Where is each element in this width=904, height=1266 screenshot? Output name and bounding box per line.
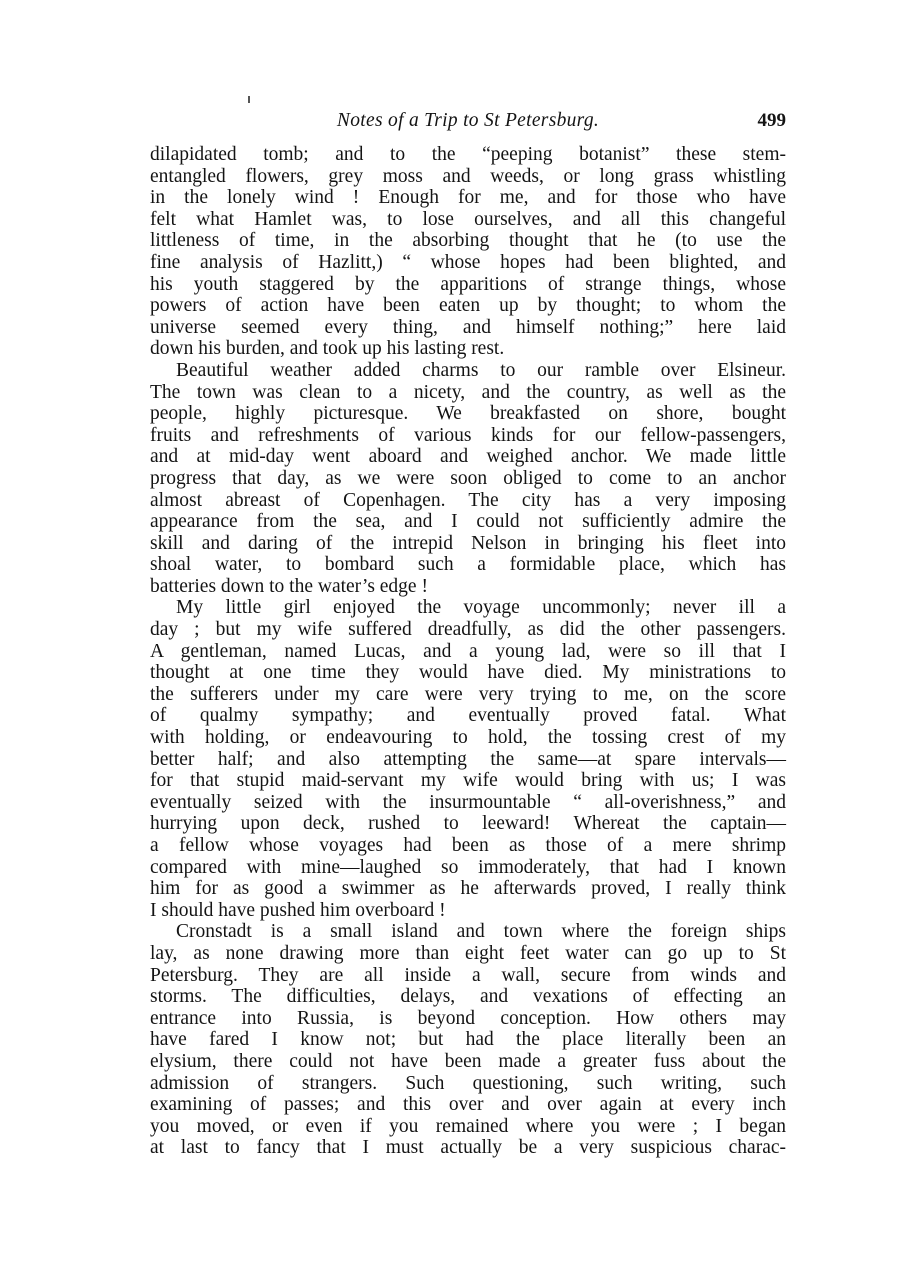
- text-line: better half; and also attempting the same—at spare intervals—: [150, 748, 786, 770]
- text-line: day ; but my wife suffered dreadfully, as did the other passengers.: [150, 619, 786, 641]
- paragraph: [150, 597, 786, 921]
- text-line: My little girl enjoyed the voyage uncommonly; never ill a: [176, 597, 786, 619]
- text-line: storms. The difficulties, delays, and vexations of effecting an: [150, 986, 786, 1008]
- text-line: universe seemed every thing, and himself nothing;” here laid: [150, 316, 786, 338]
- text-line: skill and daring of the intrepid Nelson in bringing his fleet into: [150, 532, 786, 554]
- text-line: The town was clean to a nicety, and the country, as well as the: [150, 381, 786, 403]
- text-line: with holding, or endeavouring to hold, the tossing crest of my: [150, 727, 786, 749]
- text-line: felt what Hamlet was, to lose ourselves, and all this changeful: [150, 208, 786, 230]
- running-head: [150, 106, 786, 136]
- text-line: his youth staggered by the apparitions of strange things, whose: [150, 273, 786, 295]
- text-line: and at mid-day went aboard and weighed anchor. We made little: [150, 446, 786, 468]
- text-line: progress that day, as we were soon obliged to come to an anchor: [150, 467, 786, 489]
- margin-mark: [248, 96, 250, 103]
- text-line: him for as good a swimmer as he afterwards proved, I really think: [150, 878, 786, 900]
- text-line: I should have pushed him overboard !: [150, 899, 446, 921]
- text-line: fruits and refreshments of various kinds for our fellow-passengers,: [150, 424, 786, 446]
- running-title: Notes of a Trip to St Petersburg.: [336, 110, 600, 131]
- text-line: batteries down to the water’s edge !: [150, 575, 428, 597]
- text-line: A gentleman, named Lucas, and a young lad, were so ill that I: [150, 640, 786, 662]
- text-line: littleness of time, in the absorbing thought that he (to use the: [150, 230, 786, 252]
- text-line: fine analysis of Hazlitt,) “ whose hopes had been blighted, and: [150, 251, 786, 273]
- text-line: dilapidated tomb; and to the “peeping botanist” these stem-: [150, 144, 786, 165]
- body-text: [150, 144, 786, 1159]
- text-line: hurrying upon deck, rushed to leeward! Whereat the captain—: [150, 813, 786, 835]
- page-number: 499: [757, 110, 786, 131]
- text-line: for that stupid maid-servant my wife would bring with us; I was: [150, 770, 786, 792]
- text-line: elysium, there could not have been made a greater fuss about the: [150, 1050, 786, 1072]
- text-line: thought at one time they would have died. My ministrations to: [150, 662, 786, 684]
- paragraph: [150, 144, 786, 360]
- paragraph: [150, 360, 786, 598]
- text-line: a fellow whose voyages had been as those of a mere shrimp: [150, 835, 786, 856]
- text-line: eventually seized with the insurmountable “ all-overishness,” and: [150, 791, 786, 813]
- text-line: lay, as none drawing more than eight feet water can go up to St: [150, 942, 786, 964]
- text-line: almost abreast of Copenhagen. The city has a very imposing: [150, 489, 786, 511]
- text-line: Cronstadt is a small island and town where the foreign ships: [176, 921, 786, 943]
- text-line: in the lonely wind ! Enough for me, and for those who have: [150, 187, 786, 209]
- text-line: entangled flowers, grey moss and weeds, or long grass whistling: [150, 165, 786, 187]
- paragraph: [150, 921, 786, 1159]
- text-line: appearance from the sea, and I could not sufficiently admire the: [150, 511, 786, 533]
- text-line: you moved, or even if you remained where you were ; I began: [150, 1115, 786, 1137]
- text-line: entrance into Russia, is beyond conception. How others may: [150, 1007, 786, 1029]
- text-line: the sufferers under my care were very trying to me, on the score: [150, 683, 786, 705]
- text-line: of qualmy sympathy; and eventually proved fatal. What: [150, 705, 786, 727]
- text-line: Petersburg. They are all inside a wall, secure from winds and: [150, 964, 786, 986]
- text-line: shoal water, to bombard such a formidable place, which has: [150, 554, 786, 576]
- text-line: examining of passes; and this over and over again at every inch: [150, 1094, 786, 1116]
- text-line: people, highly picturesque. We breakfasted on shore, bought: [150, 403, 786, 425]
- text-line: compared with mine—laughed so immoderately, that had I known: [150, 856, 786, 878]
- text-line: admission of strangers. Such questioning, such writing, such: [150, 1072, 786, 1094]
- text-line: down his burden, and took up his lasting rest.: [150, 338, 505, 360]
- text-line: powers of action have been eaten up by thought; to whom the: [150, 295, 786, 317]
- text-line: at last to fancy that I must actually be a very suspicious charac-: [150, 1137, 786, 1159]
- text-line: have fared I know not; but had the place literally been an: [150, 1029, 786, 1051]
- text-line: Beautiful weather added charms to our ramble over Elsineur.: [176, 359, 786, 381]
